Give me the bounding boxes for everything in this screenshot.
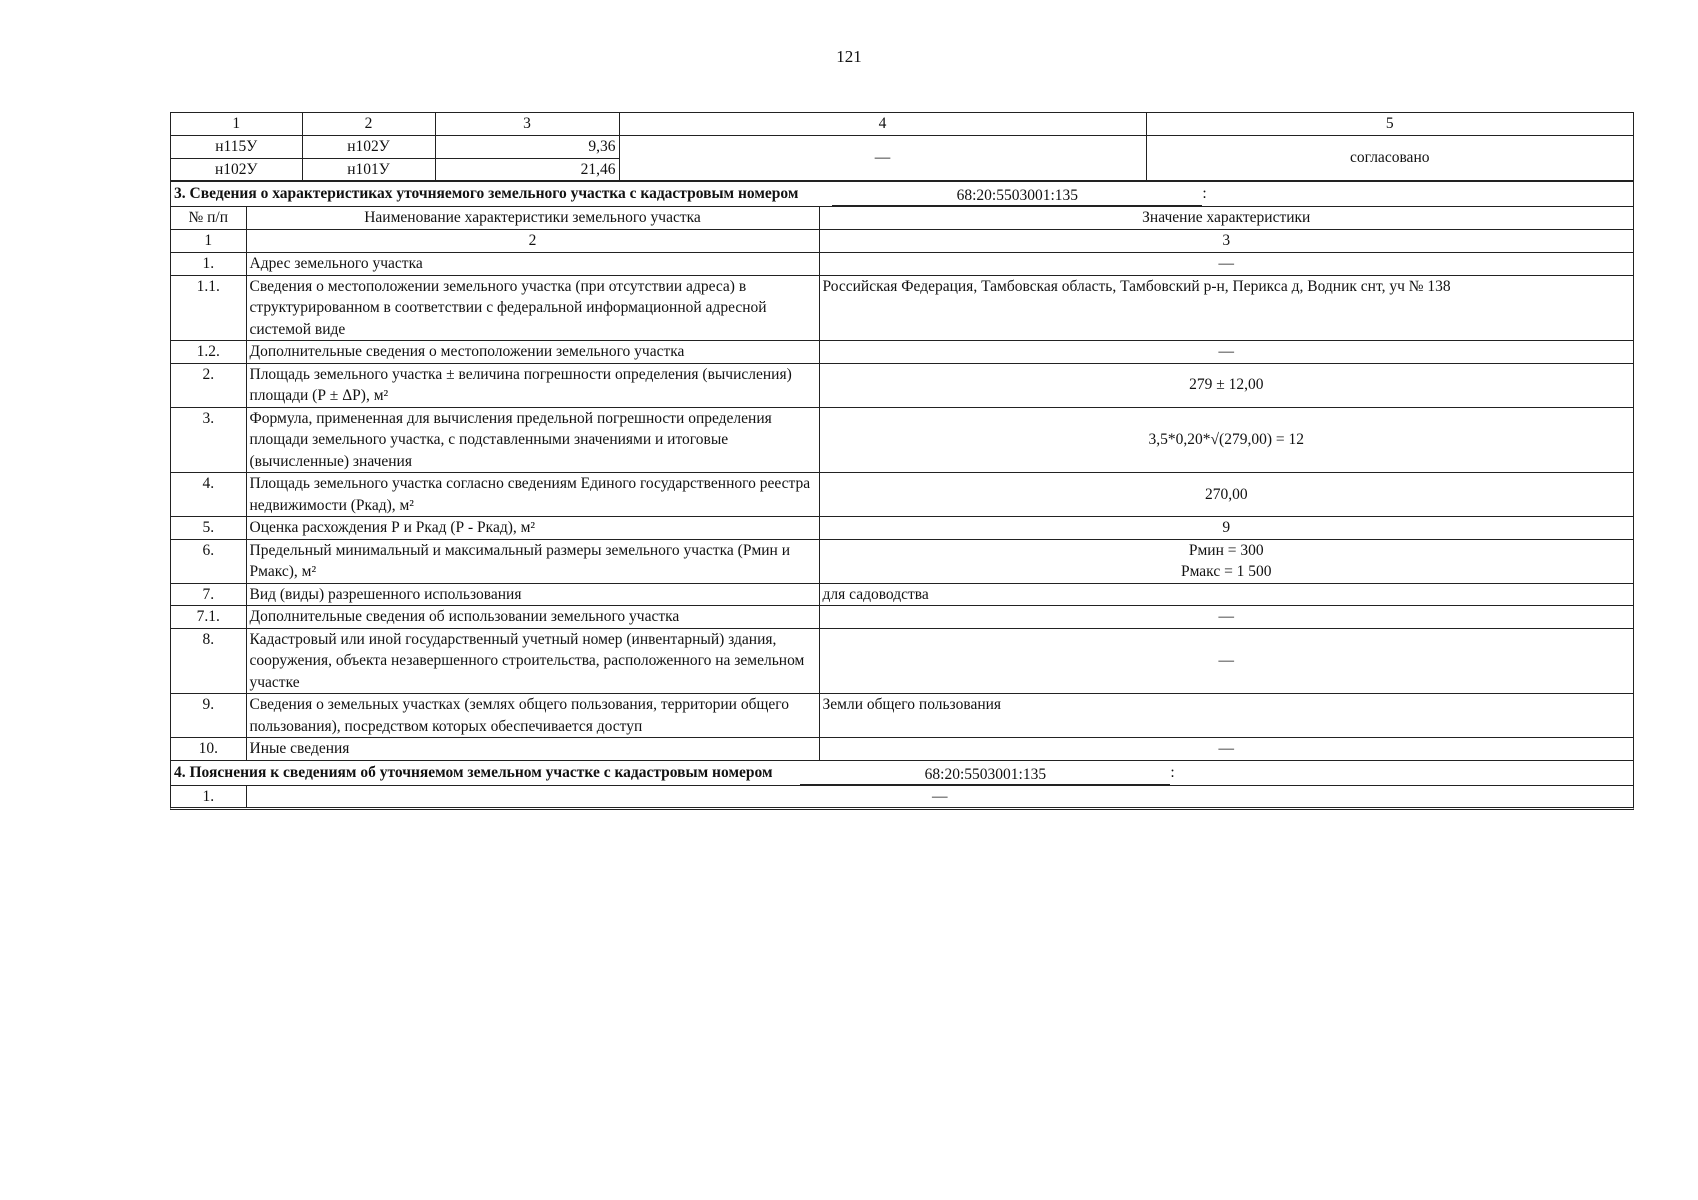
- table-row: [171, 253, 1633, 276]
- characteristics-header-row: [171, 207, 1633, 230]
- row-number: 10.: [171, 738, 246, 761]
- table-row: [171, 517, 1633, 540]
- table-row: [171, 275, 1633, 341]
- characteristics-table: [171, 181, 1633, 807]
- row-name: Сведения о местоположении земельного участка (при отсутствии адреса) в структурированном в соответствии с федеральной информационной адресной системой виде: [246, 275, 819, 341]
- table-row: [171, 738, 1633, 761]
- row-name: Иные сведения: [246, 738, 819, 761]
- section3-suffix: :: [1202, 185, 1207, 202]
- characteristics-number-row: [171, 230, 1633, 253]
- row-name: Оценка расхождения Р и Ркад (Р - Ркад), м²: [246, 517, 819, 540]
- row-value: 9: [819, 517, 1633, 540]
- table-row: [171, 341, 1633, 364]
- row-number: 3.: [171, 407, 246, 473]
- row-number: 4.: [171, 473, 246, 517]
- table-row: [171, 785, 1633, 807]
- row-number: 9.: [171, 694, 246, 738]
- segment-length: 9,36: [435, 136, 619, 159]
- point-to: н101У: [302, 158, 435, 181]
- col-header: Наименование характеристики земельного участка: [246, 207, 819, 230]
- min-size-value: Рмин = 300: [1188, 541, 1264, 559]
- section4-title: 4. Пояснения к сведениям об уточняемом земельном участке с кадастровым номером: [174, 763, 773, 781]
- boundary-table: [171, 113, 1633, 181]
- section3-title: 3. Сведения о характеристиках уточняемого земельного участка с кадастровым номером: [174, 185, 799, 202]
- col-header: № п/п: [171, 207, 246, 230]
- table-row: [171, 473, 1633, 517]
- row-value: —: [246, 785, 1633, 807]
- row-number: 2.: [171, 363, 246, 407]
- row-value: —: [819, 341, 1633, 364]
- table-row: [171, 694, 1633, 738]
- row-name: Вид (виды) разрешенного использования: [246, 583, 819, 606]
- table-row: [171, 363, 1633, 407]
- row-value: —: [819, 738, 1633, 761]
- row-number: 5.: [171, 517, 246, 540]
- col-header: 5: [1146, 113, 1633, 136]
- row-name: Предельный минимальный и максимальный размеры земельного участка (Рмин и Рмакс), м²: [246, 539, 819, 583]
- row-number: 7.1.: [171, 606, 246, 629]
- page-number: 121: [836, 47, 862, 66]
- col-header: Значение характеристики: [819, 207, 1633, 230]
- table-row: [171, 583, 1633, 606]
- row-value: —: [819, 253, 1633, 276]
- row-value: 270,00: [819, 473, 1633, 517]
- section3-cadastral-number: 68:20:5503001:135: [832, 186, 1202, 206]
- row-value: —: [819, 606, 1633, 629]
- section4-cadastral-number: 68:20:5503001:135: [800, 765, 1170, 785]
- row-value: Российская Федерация, Тамбовская область, Тамбовский р-н, Перикса д, Водник снт, уч № 138: [819, 275, 1633, 341]
- row-number: 1.: [171, 253, 246, 276]
- col-number: 2: [246, 230, 819, 253]
- row-name: Адрес земельного участка: [246, 253, 819, 276]
- row-number: 1.1.: [171, 275, 246, 341]
- row-number: 1.2.: [171, 341, 246, 364]
- row-value: для садоводства: [819, 583, 1633, 606]
- row-name: Формула, примененная для вычисления предельной погрешности определения площади земельного участка, с подставленными значениями и итоговые (вычисленные) значения: [246, 407, 819, 473]
- table-row: [171, 628, 1633, 694]
- row-name: Сведения о земельных участках (землях общего пользования, территории общего пользования), посредством которых обеспечивается доступ: [246, 694, 819, 738]
- col-number: 3: [819, 230, 1633, 253]
- segment-length: 21,46: [435, 158, 619, 181]
- row-number: 8.: [171, 628, 246, 694]
- row-name: Площадь земельного участка ± величина погрешности определения (вычисления) площади (Р ± ΔР), м²: [246, 363, 819, 407]
- section4-suffix: :: [1170, 763, 1175, 781]
- agreement-status: согласовано: [1146, 136, 1633, 181]
- row-value: [819, 539, 1633, 583]
- row-name: Кадастровый или иной государственный учетный номер (инвентарный) здания, сооружения, объекта незавершенного строительства, расположенного на земельном участке: [246, 628, 819, 694]
- boundary-header-row: [171, 113, 1633, 136]
- section4-title-row: [171, 760, 1633, 785]
- row-number: 1.: [171, 785, 246, 807]
- col-header: 1: [171, 113, 302, 136]
- point-to: н102У: [302, 136, 435, 159]
- max-size-value: Рмакс = 1 500: [1180, 563, 1272, 580]
- col-header: 4: [619, 113, 1146, 136]
- boundary-description: —: [619, 136, 1146, 181]
- row-number: 7.: [171, 583, 246, 606]
- section3-title-row: [171, 182, 1633, 207]
- document-table: [170, 112, 1634, 810]
- point-from: н102У: [171, 158, 302, 181]
- table-row: [171, 606, 1633, 629]
- col-header: 2: [302, 113, 435, 136]
- row-number: 6.: [171, 539, 246, 583]
- boundary-row: [171, 136, 1633, 159]
- row-value: 279 ± 12,00: [819, 363, 1633, 407]
- col-header: 3: [435, 113, 619, 136]
- col-number: 1: [171, 230, 246, 253]
- row-name: Площадь земельного участка согласно сведениям Единого государственного реестра недвижимости (Ркад), м²: [246, 473, 819, 517]
- row-value: 3,5*0,20*√(279,00) = 12: [819, 407, 1633, 473]
- table-row: [171, 407, 1633, 473]
- row-name: Дополнительные сведения о местоположении земельного участка: [246, 341, 819, 364]
- row-value: Земли общего пользования: [819, 694, 1633, 738]
- row-value: —: [819, 628, 1633, 694]
- row-name: Дополнительные сведения об использовании земельного участка: [246, 606, 819, 629]
- table-row: [171, 539, 1633, 583]
- point-from: н115У: [171, 136, 302, 159]
